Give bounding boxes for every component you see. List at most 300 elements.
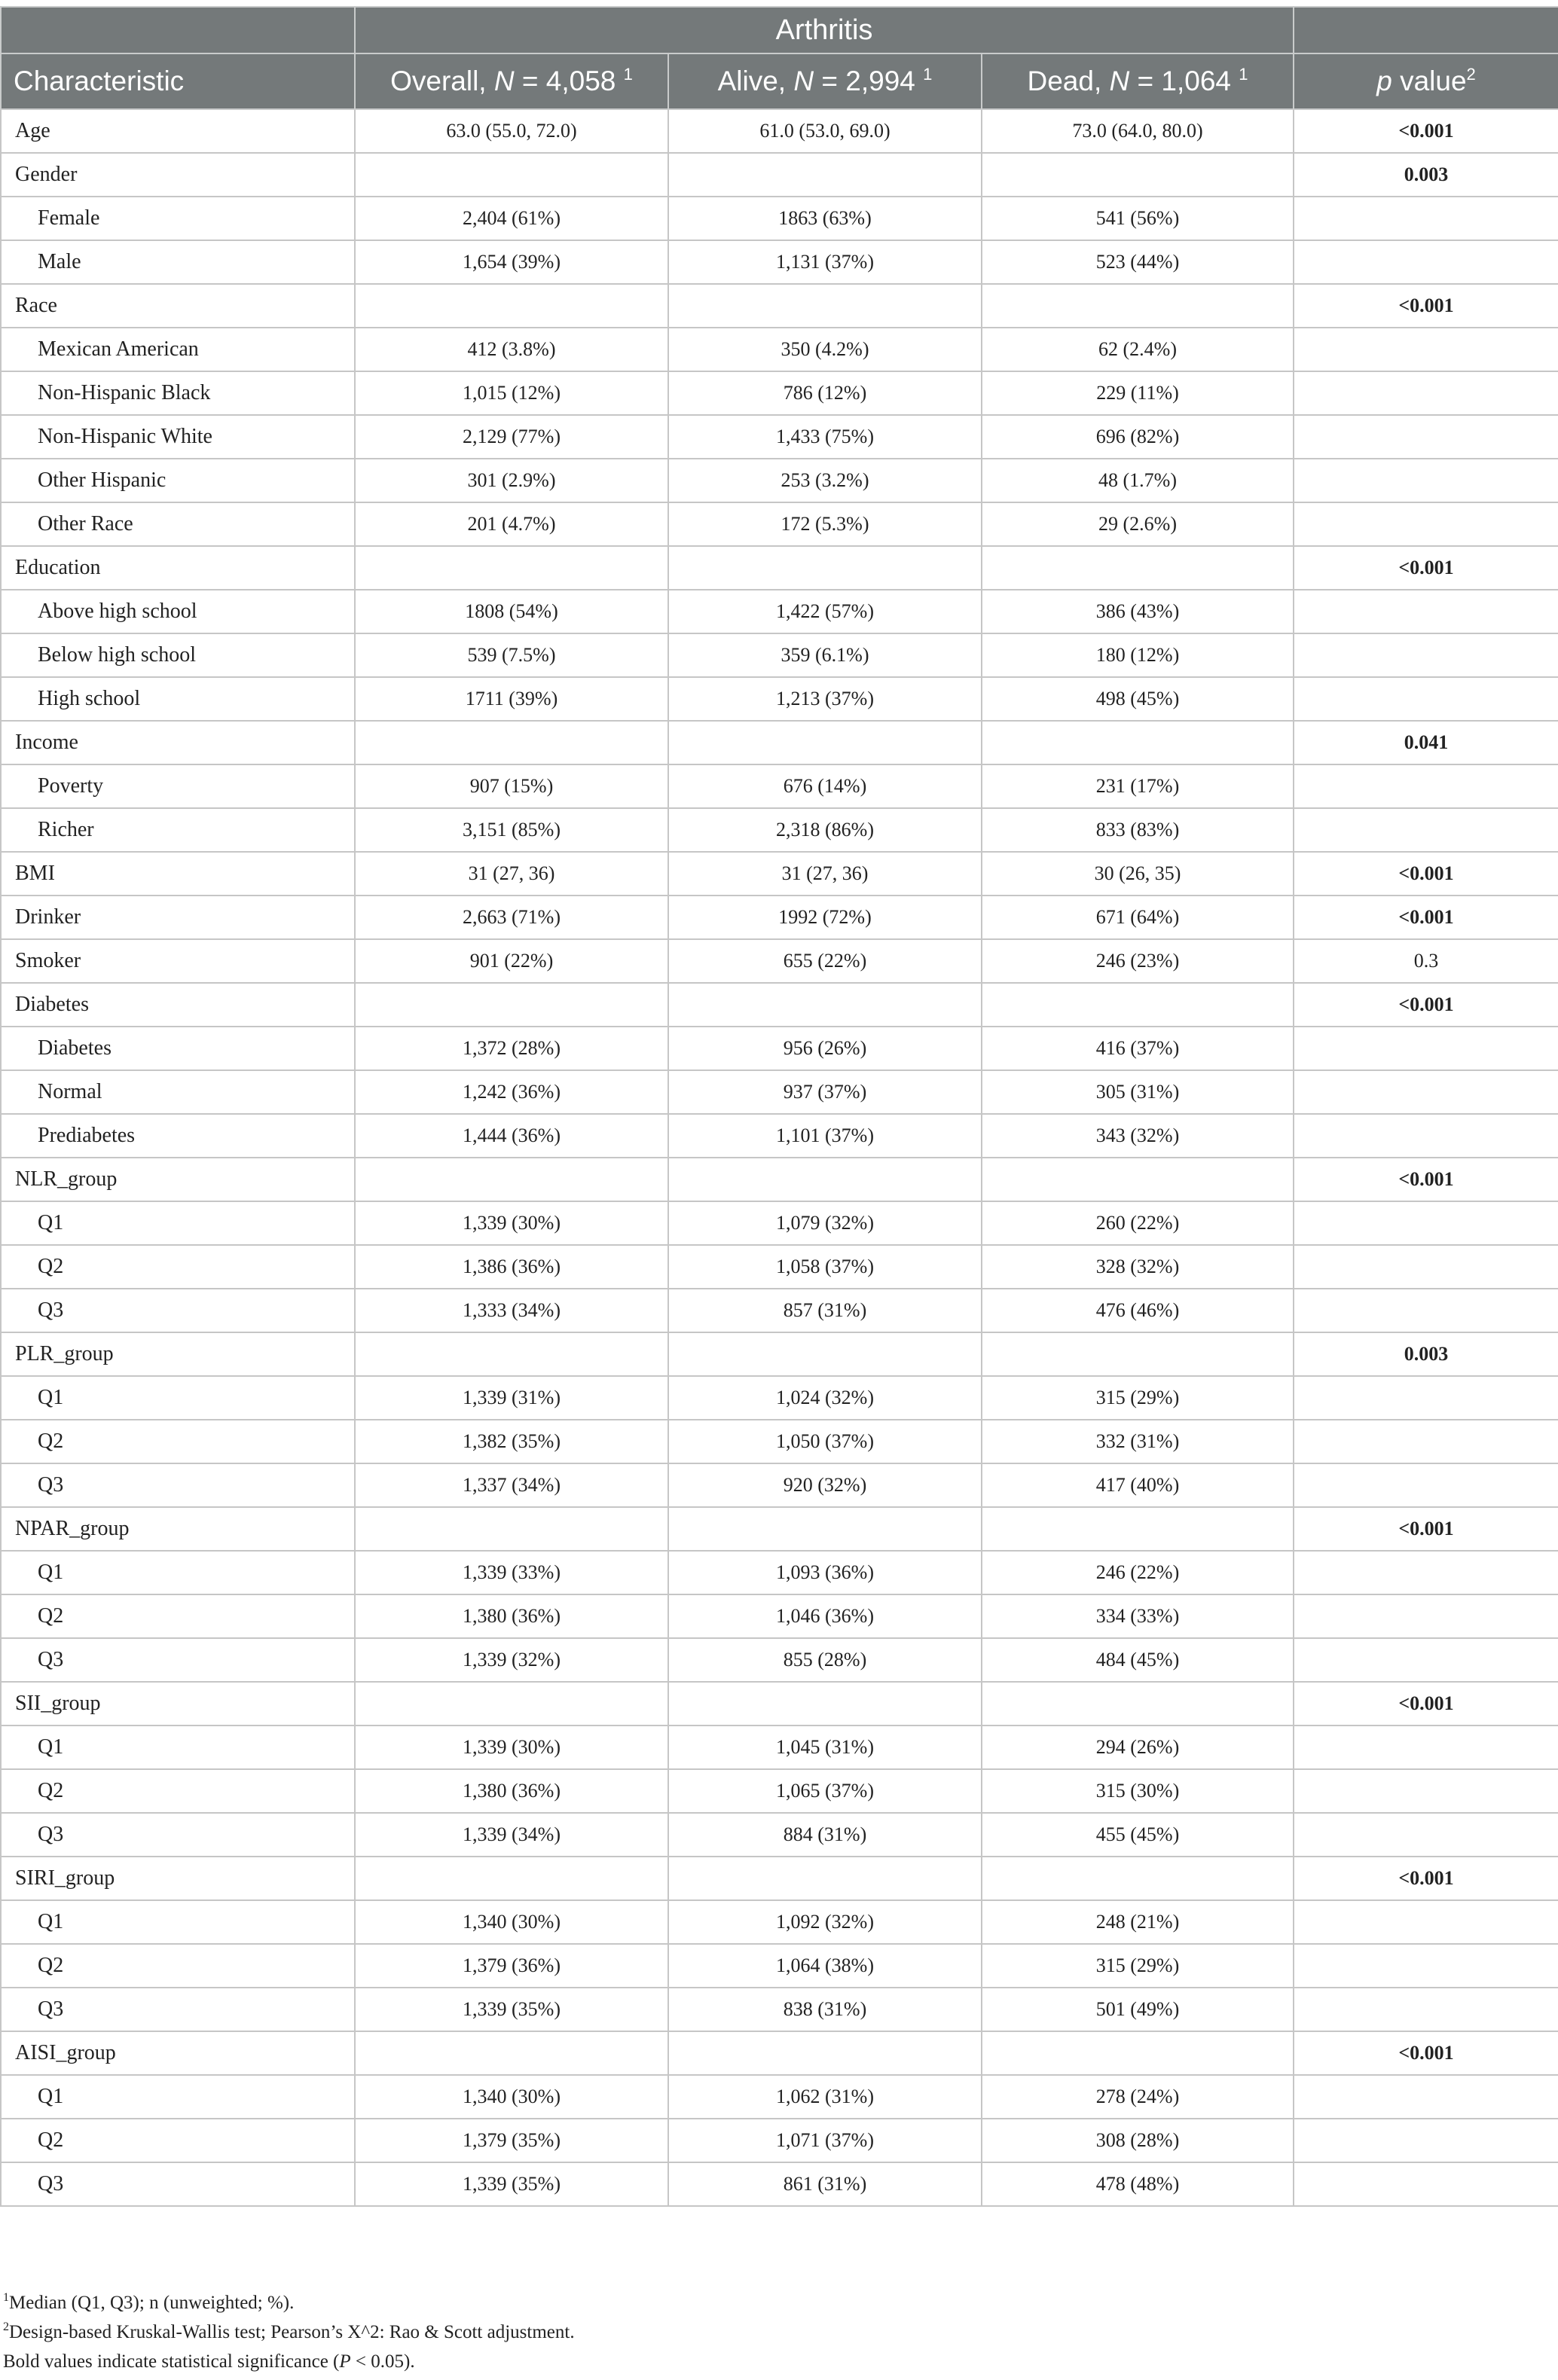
alive-cell: 786 (12%)	[668, 371, 982, 415]
row-label: Q2	[1, 1769, 355, 1813]
dead-cell: 308 (28%)	[982, 2119, 1294, 2162]
p-value-cell	[1294, 415, 1558, 459]
row-label: Q2	[1, 2119, 355, 2162]
overall-cell	[355, 546, 668, 590]
table-row	[1, 2162, 1558, 2206]
p-value-cell	[1294, 1813, 1558, 1857]
column-header-p-value: p value$^2$	[1294, 53, 1558, 109]
alive-cell: 1992 (72%)	[668, 896, 982, 939]
table-row	[1, 1463, 1558, 1507]
dead-cell: 478 (48%)	[982, 2162, 1294, 2206]
row-label: High school	[1, 677, 355, 721]
table-row	[1, 633, 1558, 677]
overall-cell: 1711 (39%)	[355, 677, 668, 721]
p-value-cell	[1294, 459, 1558, 502]
table-row	[1, 939, 1558, 983]
dead-cell: 294 (26%)	[982, 1726, 1294, 1769]
alive-cell	[668, 1507, 982, 1551]
overall-cell: 1,333 (34%)	[355, 1289, 668, 1332]
p-value-cell	[1294, 633, 1558, 677]
overall-cell: 301 (2.9%)	[355, 459, 668, 502]
dead-cell: 476 (46%)	[982, 1289, 1294, 1332]
row-label: Normal	[1, 1070, 355, 1114]
dead-cell: 62 (2.4%)	[982, 328, 1294, 371]
footnotes	[0, 2288, 1555, 2376]
alive-cell: 884 (31%)	[668, 1813, 982, 1857]
row-label: NPAR_group	[1, 1507, 355, 1551]
row-label: SII_group	[1, 1682, 355, 1726]
dead-cell: 386 (43%)	[982, 590, 1294, 633]
group-title: Arthritis	[355, 7, 1294, 53]
p-value-cell: <0.001	[1294, 1158, 1558, 1201]
table-row	[1, 197, 1558, 240]
header-empty-right	[1294, 7, 1558, 53]
dead-cell	[982, 2031, 1294, 2075]
p-value-cell	[1294, 2119, 1558, 2162]
dead-cell: 696 (82%)	[982, 415, 1294, 459]
dead-cell: 315 (29%)	[982, 1376, 1294, 1420]
table-row	[1, 852, 1558, 896]
dead-cell: 231 (17%)	[982, 764, 1294, 808]
table-row	[1, 1900, 1558, 1944]
alive-cell: 1,213 (37%)	[668, 677, 982, 721]
row-label: Q1	[1, 2075, 355, 2119]
alive-cell: 1,064 (38%)	[668, 1944, 982, 1988]
dead-cell: 833 (83%)	[982, 808, 1294, 852]
table-row	[1, 1158, 1558, 1201]
overall-cell: 1,339 (30%)	[355, 1201, 668, 1245]
row-label: Q3	[1, 1638, 355, 1682]
table-row	[1, 502, 1558, 546]
dead-cell: 48 (1.7%)	[982, 459, 1294, 502]
row-label: Gender	[1, 153, 355, 197]
row-label: Female	[1, 197, 355, 240]
dead-cell: 229 (11%)	[982, 371, 1294, 415]
p-value-cell	[1294, 1551, 1558, 1594]
p-value-cell	[1294, 1289, 1558, 1332]
row-label: Q3	[1, 1289, 355, 1332]
alive-cell: 1,046 (36%)	[668, 1594, 982, 1638]
alive-cell	[668, 2031, 982, 2075]
overall-cell	[355, 284, 668, 328]
table-row	[1, 983, 1558, 1027]
table-row	[1, 1682, 1558, 1726]
dead-cell: 315 (29%)	[982, 1944, 1294, 1988]
dead-cell	[982, 284, 1294, 328]
p-value-cell	[1294, 1027, 1558, 1070]
header-columns-row	[1, 53, 1558, 109]
table-row	[1, 1114, 1558, 1158]
row-label: Other Hispanic	[1, 459, 355, 502]
table-row	[1, 459, 1558, 502]
table-row	[1, 677, 1558, 721]
dead-cell: 29 (2.6%)	[982, 502, 1294, 546]
row-label: Q3	[1, 1463, 355, 1507]
row-label: Smoker	[1, 939, 355, 983]
table-row	[1, 1245, 1558, 1289]
dead-cell	[982, 546, 1294, 590]
footnote-significance: Bold values indicate statistical significance (P < 0.05).	[3, 2351, 415, 2372]
alive-cell: 1,045 (31%)	[668, 1726, 982, 1769]
dead-cell	[982, 1857, 1294, 1900]
alive-cell: 253 (3.2%)	[668, 459, 982, 502]
p-value-cell: 0.041	[1294, 721, 1558, 764]
dead-cell: 484 (45%)	[982, 1638, 1294, 1682]
alive-cell: 1,093 (36%)	[668, 1551, 982, 1594]
table-row	[1, 240, 1558, 284]
header-group-row	[1, 7, 1558, 53]
overall-cell: 1,339 (35%)	[355, 1988, 668, 2031]
table-row	[1, 1420, 1558, 1463]
dead-cell: 671 (64%)	[982, 896, 1294, 939]
table-row	[1, 546, 1558, 590]
overall-cell	[355, 1507, 668, 1551]
table-row	[1, 1551, 1558, 1594]
p-value-cell: <0.001	[1294, 2031, 1558, 2075]
row-label: Below high school	[1, 633, 355, 677]
row-label: Q3	[1, 1813, 355, 1857]
overall-cell: 2,663 (71%)	[355, 896, 668, 939]
row-label: PLR_group	[1, 1332, 355, 1376]
p-value-cell: <0.001	[1294, 1507, 1558, 1551]
row-label: Richer	[1, 808, 355, 852]
row-label: Q2	[1, 1944, 355, 1988]
p-value-cell	[1294, 1114, 1558, 1158]
overall-cell: 1,654 (39%)	[355, 240, 668, 284]
table-row	[1, 764, 1558, 808]
table-row	[1, 1594, 1558, 1638]
row-label: Q1	[1, 1551, 355, 1594]
overall-cell: 1,382 (35%)	[355, 1420, 668, 1463]
table-row	[1, 721, 1558, 764]
overall-cell	[355, 1158, 668, 1201]
alive-cell: 1,433 (75%)	[668, 415, 982, 459]
overall-cell: 1,379 (36%)	[355, 1944, 668, 1988]
dead-cell: 30 (26, 35)	[982, 852, 1294, 896]
row-label: SIRI_group	[1, 1857, 355, 1900]
dead-cell	[982, 153, 1294, 197]
row-label: Q3	[1, 1988, 355, 2031]
table-row	[1, 371, 1558, 415]
p-value-cell	[1294, 1245, 1558, 1289]
dead-cell: 278 (24%)	[982, 2075, 1294, 2119]
dead-cell: 416 (37%)	[982, 1027, 1294, 1070]
row-label: Mexican American	[1, 328, 355, 371]
table-row	[1, 328, 1558, 371]
overall-cell: 201 (4.7%)	[355, 502, 668, 546]
overall-cell	[355, 1682, 668, 1726]
table-row	[1, 1289, 1558, 1332]
overall-cell: 31 (27, 36)	[355, 852, 668, 896]
overall-cell: 1,339 (34%)	[355, 1813, 668, 1857]
row-label: Q1	[1, 1201, 355, 1245]
p-value-cell	[1294, 764, 1558, 808]
table-row	[1, 1769, 1558, 1813]
dead-cell: 315 (30%)	[982, 1769, 1294, 1813]
row-label: Race	[1, 284, 355, 328]
table-row	[1, 1507, 1558, 1551]
alive-cell	[668, 284, 982, 328]
overall-cell: 1,339 (30%)	[355, 1726, 668, 1769]
p-value-cell	[1294, 371, 1558, 415]
characteristics-table	[0, 6, 1558, 2207]
row-label: AISI_group	[1, 2031, 355, 2075]
dead-cell: 455 (45%)	[982, 1813, 1294, 1857]
table-row	[1, 415, 1558, 459]
alive-cell	[668, 983, 982, 1027]
overall-cell: 1,337 (34%)	[355, 1463, 668, 1507]
row-label: Other Race	[1, 502, 355, 546]
table-row	[1, 808, 1558, 852]
table-row	[1, 590, 1558, 633]
dead-cell: 328 (32%)	[982, 1245, 1294, 1289]
p-value-cell	[1294, 1201, 1558, 1245]
overall-cell: 1,339 (31%)	[355, 1376, 668, 1420]
alive-cell: 172 (5.3%)	[668, 502, 982, 546]
alive-cell: 61.0 (53.0, 69.0)	[668, 109, 982, 153]
row-label: Q1	[1, 1900, 355, 1944]
row-label: Q2	[1, 1594, 355, 1638]
dead-cell: 523 (44%)	[982, 240, 1294, 284]
dead-cell: 180 (12%)	[982, 633, 1294, 677]
dead-cell: 417 (40%)	[982, 1463, 1294, 1507]
table-row	[1, 1027, 1558, 1070]
p-value-cell	[1294, 2162, 1558, 2206]
dead-cell: 332 (31%)	[982, 1420, 1294, 1463]
alive-cell	[668, 1857, 982, 1900]
overall-cell: 412 (3.8%)	[355, 328, 668, 371]
table-row	[1, 1813, 1558, 1857]
table-row	[1, 1332, 1558, 1376]
alive-cell: 956 (26%)	[668, 1027, 982, 1070]
alive-cell: 1863 (63%)	[668, 197, 982, 240]
row-label: Q1	[1, 1376, 355, 1420]
footnote-2: $^2$Design-based Kruskal-Wallis test; Pearson’s X^2: Rao & Scott adjustment.	[3, 2320, 575, 2342]
alive-cell: 1,050 (37%)	[668, 1420, 982, 1463]
footnote-1: $^1$Median (Q1, Q3); n (unweighted; %).	[3, 2291, 295, 2313]
table-body	[1, 109, 1558, 2206]
p-value-cell	[1294, 1420, 1558, 1463]
alive-cell: 861 (31%)	[668, 2162, 982, 2206]
row-label: Income	[1, 721, 355, 764]
alive-cell	[668, 153, 982, 197]
overall-cell: 1,339 (33%)	[355, 1551, 668, 1594]
p-value-cell	[1294, 240, 1558, 284]
alive-cell: 1,071 (37%)	[668, 2119, 982, 2162]
alive-cell: 1,422 (57%)	[668, 590, 982, 633]
overall-cell	[355, 1332, 668, 1376]
alive-cell: 2,318 (86%)	[668, 808, 982, 852]
p-value-cell	[1294, 1594, 1558, 1638]
p-value-cell: <0.001	[1294, 546, 1558, 590]
row-label: Male	[1, 240, 355, 284]
overall-cell: 1,380 (36%)	[355, 1594, 668, 1638]
header-empty-left	[1, 7, 355, 53]
dead-cell: 305 (31%)	[982, 1070, 1294, 1114]
p-value-cell	[1294, 1988, 1558, 2031]
alive-cell: 350 (4.2%)	[668, 328, 982, 371]
dead-cell	[982, 983, 1294, 1027]
p-value-cell	[1294, 1900, 1558, 1944]
overall-cell: 1,339 (35%)	[355, 2162, 668, 2206]
overall-cell: 1,372 (28%)	[355, 1027, 668, 1070]
dead-cell	[982, 1158, 1294, 1201]
row-label: BMI	[1, 852, 355, 896]
dead-cell: 343 (32%)	[982, 1114, 1294, 1158]
p-value-cell: <0.001	[1294, 284, 1558, 328]
overall-cell: 1,339 (32%)	[355, 1638, 668, 1682]
table-row	[1, 1726, 1558, 1769]
dead-cell: 73.0 (64.0, 80.0)	[982, 109, 1294, 153]
p-value-cell	[1294, 808, 1558, 852]
p-value-cell: <0.001	[1294, 896, 1558, 939]
alive-cell: 1,065 (37%)	[668, 1769, 982, 1813]
alive-cell: 1,079 (32%)	[668, 1201, 982, 1245]
table-row	[1, 896, 1558, 939]
row-label: Diabetes	[1, 983, 355, 1027]
overall-cell: 1,380 (36%)	[355, 1769, 668, 1813]
overall-cell: 3,151 (85%)	[355, 808, 668, 852]
table-row	[1, 2119, 1558, 2162]
alive-cell	[668, 721, 982, 764]
alive-cell: 1,058 (37%)	[668, 1245, 982, 1289]
overall-cell: 1,242 (36%)	[355, 1070, 668, 1114]
row-label: Non-Hispanic Black	[1, 371, 355, 415]
alive-cell: 937 (37%)	[668, 1070, 982, 1114]
overall-cell	[355, 153, 668, 197]
row-label: Q2	[1, 1245, 355, 1289]
p-value-cell	[1294, 1726, 1558, 1769]
alive-cell: 1,024 (32%)	[668, 1376, 982, 1420]
dead-cell: 498 (45%)	[982, 677, 1294, 721]
table-row	[1, 1988, 1558, 2031]
row-label: Q3	[1, 2162, 355, 2206]
overall-cell: 907 (15%)	[355, 764, 668, 808]
p-value-cell	[1294, 328, 1558, 371]
table-row	[1, 1857, 1558, 1900]
column-header-dead: Dead, N = 1,064 $^1$	[982, 53, 1294, 109]
dead-cell: 501 (49%)	[982, 1988, 1294, 2031]
row-label: Drinker	[1, 896, 355, 939]
column-header-characteristic: Characteristic	[1, 53, 355, 109]
overall-cell: 1,015 (12%)	[355, 371, 668, 415]
table-row	[1, 2075, 1558, 2119]
overall-cell	[355, 983, 668, 1027]
p-value-cell	[1294, 197, 1558, 240]
alive-cell	[668, 546, 982, 590]
overall-cell: 1,386 (36%)	[355, 1245, 668, 1289]
p-value-cell	[1294, 1070, 1558, 1114]
table-row	[1, 1376, 1558, 1420]
overall-cell: 1,340 (30%)	[355, 2075, 668, 2119]
row-label: NLR_group	[1, 1158, 355, 1201]
table-row	[1, 153, 1558, 197]
p-value-cell	[1294, 590, 1558, 633]
dead-cell	[982, 1332, 1294, 1376]
alive-cell: 838 (31%)	[668, 1988, 982, 2031]
p-value-cell	[1294, 1463, 1558, 1507]
table-container	[0, 6, 1558, 2207]
dead-cell: 248 (21%)	[982, 1900, 1294, 1944]
alive-cell: 920 (32%)	[668, 1463, 982, 1507]
dead-cell	[982, 721, 1294, 764]
alive-cell: 31 (27, 36)	[668, 852, 982, 896]
table-row	[1, 109, 1558, 153]
overall-cell: 901 (22%)	[355, 939, 668, 983]
overall-cell: 2,129 (77%)	[355, 415, 668, 459]
overall-cell: 1,444 (36%)	[355, 1114, 668, 1158]
dead-cell: 260 (22%)	[982, 1201, 1294, 1245]
p-value-cell: <0.001	[1294, 983, 1558, 1027]
row-label: Non-Hispanic White	[1, 415, 355, 459]
table-row	[1, 1638, 1558, 1682]
p-value-cell	[1294, 1944, 1558, 1988]
overall-cell	[355, 2031, 668, 2075]
column-header-alive: Alive, N = 2,994 $^1$	[668, 53, 982, 109]
row-label: Age	[1, 109, 355, 153]
alive-cell: 857 (31%)	[668, 1289, 982, 1332]
overall-cell: 2,404 (61%)	[355, 197, 668, 240]
table-row	[1, 284, 1558, 328]
table-row	[1, 1944, 1558, 1988]
row-label: Q1	[1, 1726, 355, 1769]
table-row	[1, 1201, 1558, 1245]
row-label: Above high school	[1, 590, 355, 633]
p-value-cell: <0.001	[1294, 109, 1558, 153]
overall-cell	[355, 721, 668, 764]
alive-cell: 855 (28%)	[668, 1638, 982, 1682]
p-value-cell: <0.001	[1294, 1857, 1558, 1900]
dead-cell	[982, 1507, 1294, 1551]
column-header-overall: Overall, N = 4,058 $^1$	[355, 53, 668, 109]
row-label: Poverty	[1, 764, 355, 808]
alive-cell: 1,092 (32%)	[668, 1900, 982, 1944]
dead-cell: 334 (33%)	[982, 1594, 1294, 1638]
alive-cell: 1,062 (31%)	[668, 2075, 982, 2119]
p-value-cell: 0.3	[1294, 939, 1558, 983]
alive-cell	[668, 1682, 982, 1726]
p-value-cell: 0.003	[1294, 153, 1558, 197]
row-label: Diabetes	[1, 1027, 355, 1070]
p-value-cell	[1294, 1769, 1558, 1813]
row-label: Q2	[1, 1420, 355, 1463]
overall-cell: 1808 (54%)	[355, 590, 668, 633]
alive-cell: 1,131 (37%)	[668, 240, 982, 284]
dead-cell: 246 (22%)	[982, 1551, 1294, 1594]
overall-cell	[355, 1857, 668, 1900]
p-value-cell	[1294, 2075, 1558, 2119]
alive-cell: 359 (6.1%)	[668, 633, 982, 677]
overall-cell: 1,379 (35%)	[355, 2119, 668, 2162]
row-label: Prediabetes	[1, 1114, 355, 1158]
alive-cell: 676 (14%)	[668, 764, 982, 808]
p-value-cell: 0.003	[1294, 1332, 1558, 1376]
alive-cell	[668, 1158, 982, 1201]
p-value-cell	[1294, 1376, 1558, 1420]
p-value-cell: <0.001	[1294, 852, 1558, 896]
table-row	[1, 2031, 1558, 2075]
alive-cell: 655 (22%)	[668, 939, 982, 983]
dead-cell: 541 (56%)	[982, 197, 1294, 240]
overall-cell: 1,340 (30%)	[355, 1900, 668, 1944]
dead-cell	[982, 1682, 1294, 1726]
table-row	[1, 1070, 1558, 1114]
overall-cell: 539 (7.5%)	[355, 633, 668, 677]
alive-cell: 1,101 (37%)	[668, 1114, 982, 1158]
row-label: Education	[1, 546, 355, 590]
p-value-cell	[1294, 1638, 1558, 1682]
p-value-cell	[1294, 502, 1558, 546]
